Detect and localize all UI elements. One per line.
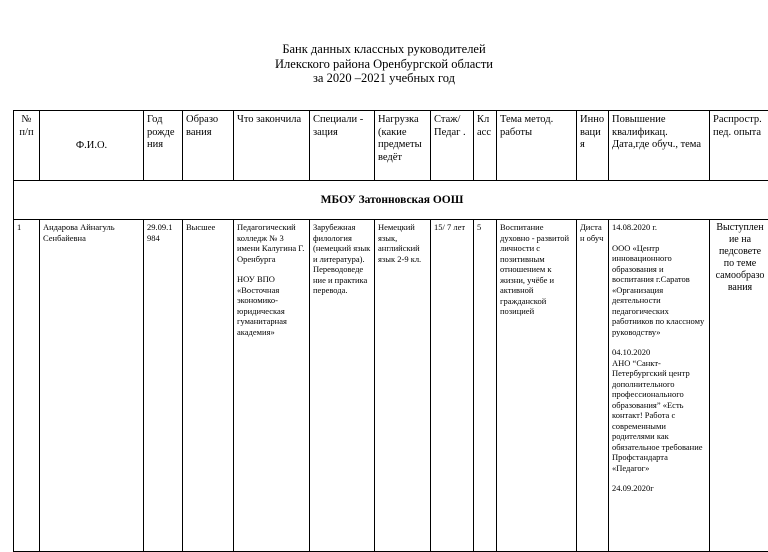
title-line-3: за 2020 –2021 учебных год	[0, 71, 768, 86]
header-qual: Повышение квалификац. Дата,где обуч., тема	[609, 111, 710, 181]
cell-class: 5	[474, 220, 497, 552]
header-innov: Инно ваци я	[577, 111, 609, 181]
table-header-row	[14, 111, 768, 181]
cell-fio: Андарова Айнагуль Сенбайевна	[40, 220, 144, 552]
header-spec: Специали - зация	[310, 111, 375, 181]
cell-school	[234, 220, 310, 552]
title-line-2: Илекского района Оренбургской области	[0, 57, 768, 72]
document-title	[0, 42, 768, 86]
cell-innov: Диста н обуч	[577, 220, 609, 552]
qual-1-date: 14.08.2020 г.	[612, 222, 706, 233]
cell-birth: 29.09.1 984	[144, 220, 183, 552]
header-theme: Тема метод. работы	[497, 111, 577, 181]
table-row	[14, 220, 768, 552]
qual-1	[612, 222, 706, 337]
header-fio: Ф.И.О.	[40, 111, 144, 181]
cell-stage: 15/ 7 лет	[431, 220, 474, 552]
qual-2-text: АНО “Санкт-Петербургский центр дополнительного профессионального образования” «Есть контакт! Работа с современными родителями как обязательное требование Профстандарта «Педагог»	[612, 358, 706, 474]
cell-spec: Зарубежная филология (немецкий язык и литература). Переводоведе ние и практика перевода.	[310, 220, 375, 552]
cell-theme: Воспитание духовно - развитой личности с позитивным отношением к жизни, учёбе и активной гражданской позицией	[497, 220, 577, 552]
header-num: № п/п	[14, 111, 40, 181]
section-title: МБОУ Затонновская ООШ	[14, 181, 768, 220]
section-row	[14, 181, 768, 220]
qual-3-date: 24.09.2020г	[612, 483, 706, 494]
title-line-1: Банк данных классных руководителей	[0, 42, 768, 57]
header-edu: Образо вания	[183, 111, 234, 181]
school-1: Педагогический колледж № 3 имени Калугина Г. Оренбурга	[237, 222, 306, 264]
header-class: Кл асс	[474, 111, 497, 181]
qual-2-date: 04.10.2020	[612, 347, 706, 358]
header-load: Нагрузка (какие предметы ведёт	[375, 111, 431, 181]
cell-edu: Высшее	[183, 220, 234, 552]
header-school: Что закончила	[234, 111, 310, 181]
qual-2	[612, 347, 706, 473]
header-birth: Год рожде ния	[144, 111, 183, 181]
qual-3	[612, 483, 706, 494]
school-2: НОУ ВПО «Восточная экономико-юридическая гуманитарная академия»	[237, 274, 306, 337]
cell-qual	[609, 220, 710, 552]
header-spread: Распростр. пед. опыта	[710, 111, 768, 181]
header-stage: Стаж/ Педаг .	[431, 111, 474, 181]
cell-load: Немецкий язык, английский язык 2-9 кл.	[375, 220, 431, 552]
qual-1-text: ООО «Центр инновационного образования и воспитания г.Саратов «Организация деятельности педагогических работников по классному руководству»	[612, 243, 706, 338]
cell-spread: Выступлен ие на педсовете по теме самообразо вания	[710, 220, 768, 552]
teachers-table	[13, 110, 768, 552]
cell-num: 1	[14, 220, 40, 552]
